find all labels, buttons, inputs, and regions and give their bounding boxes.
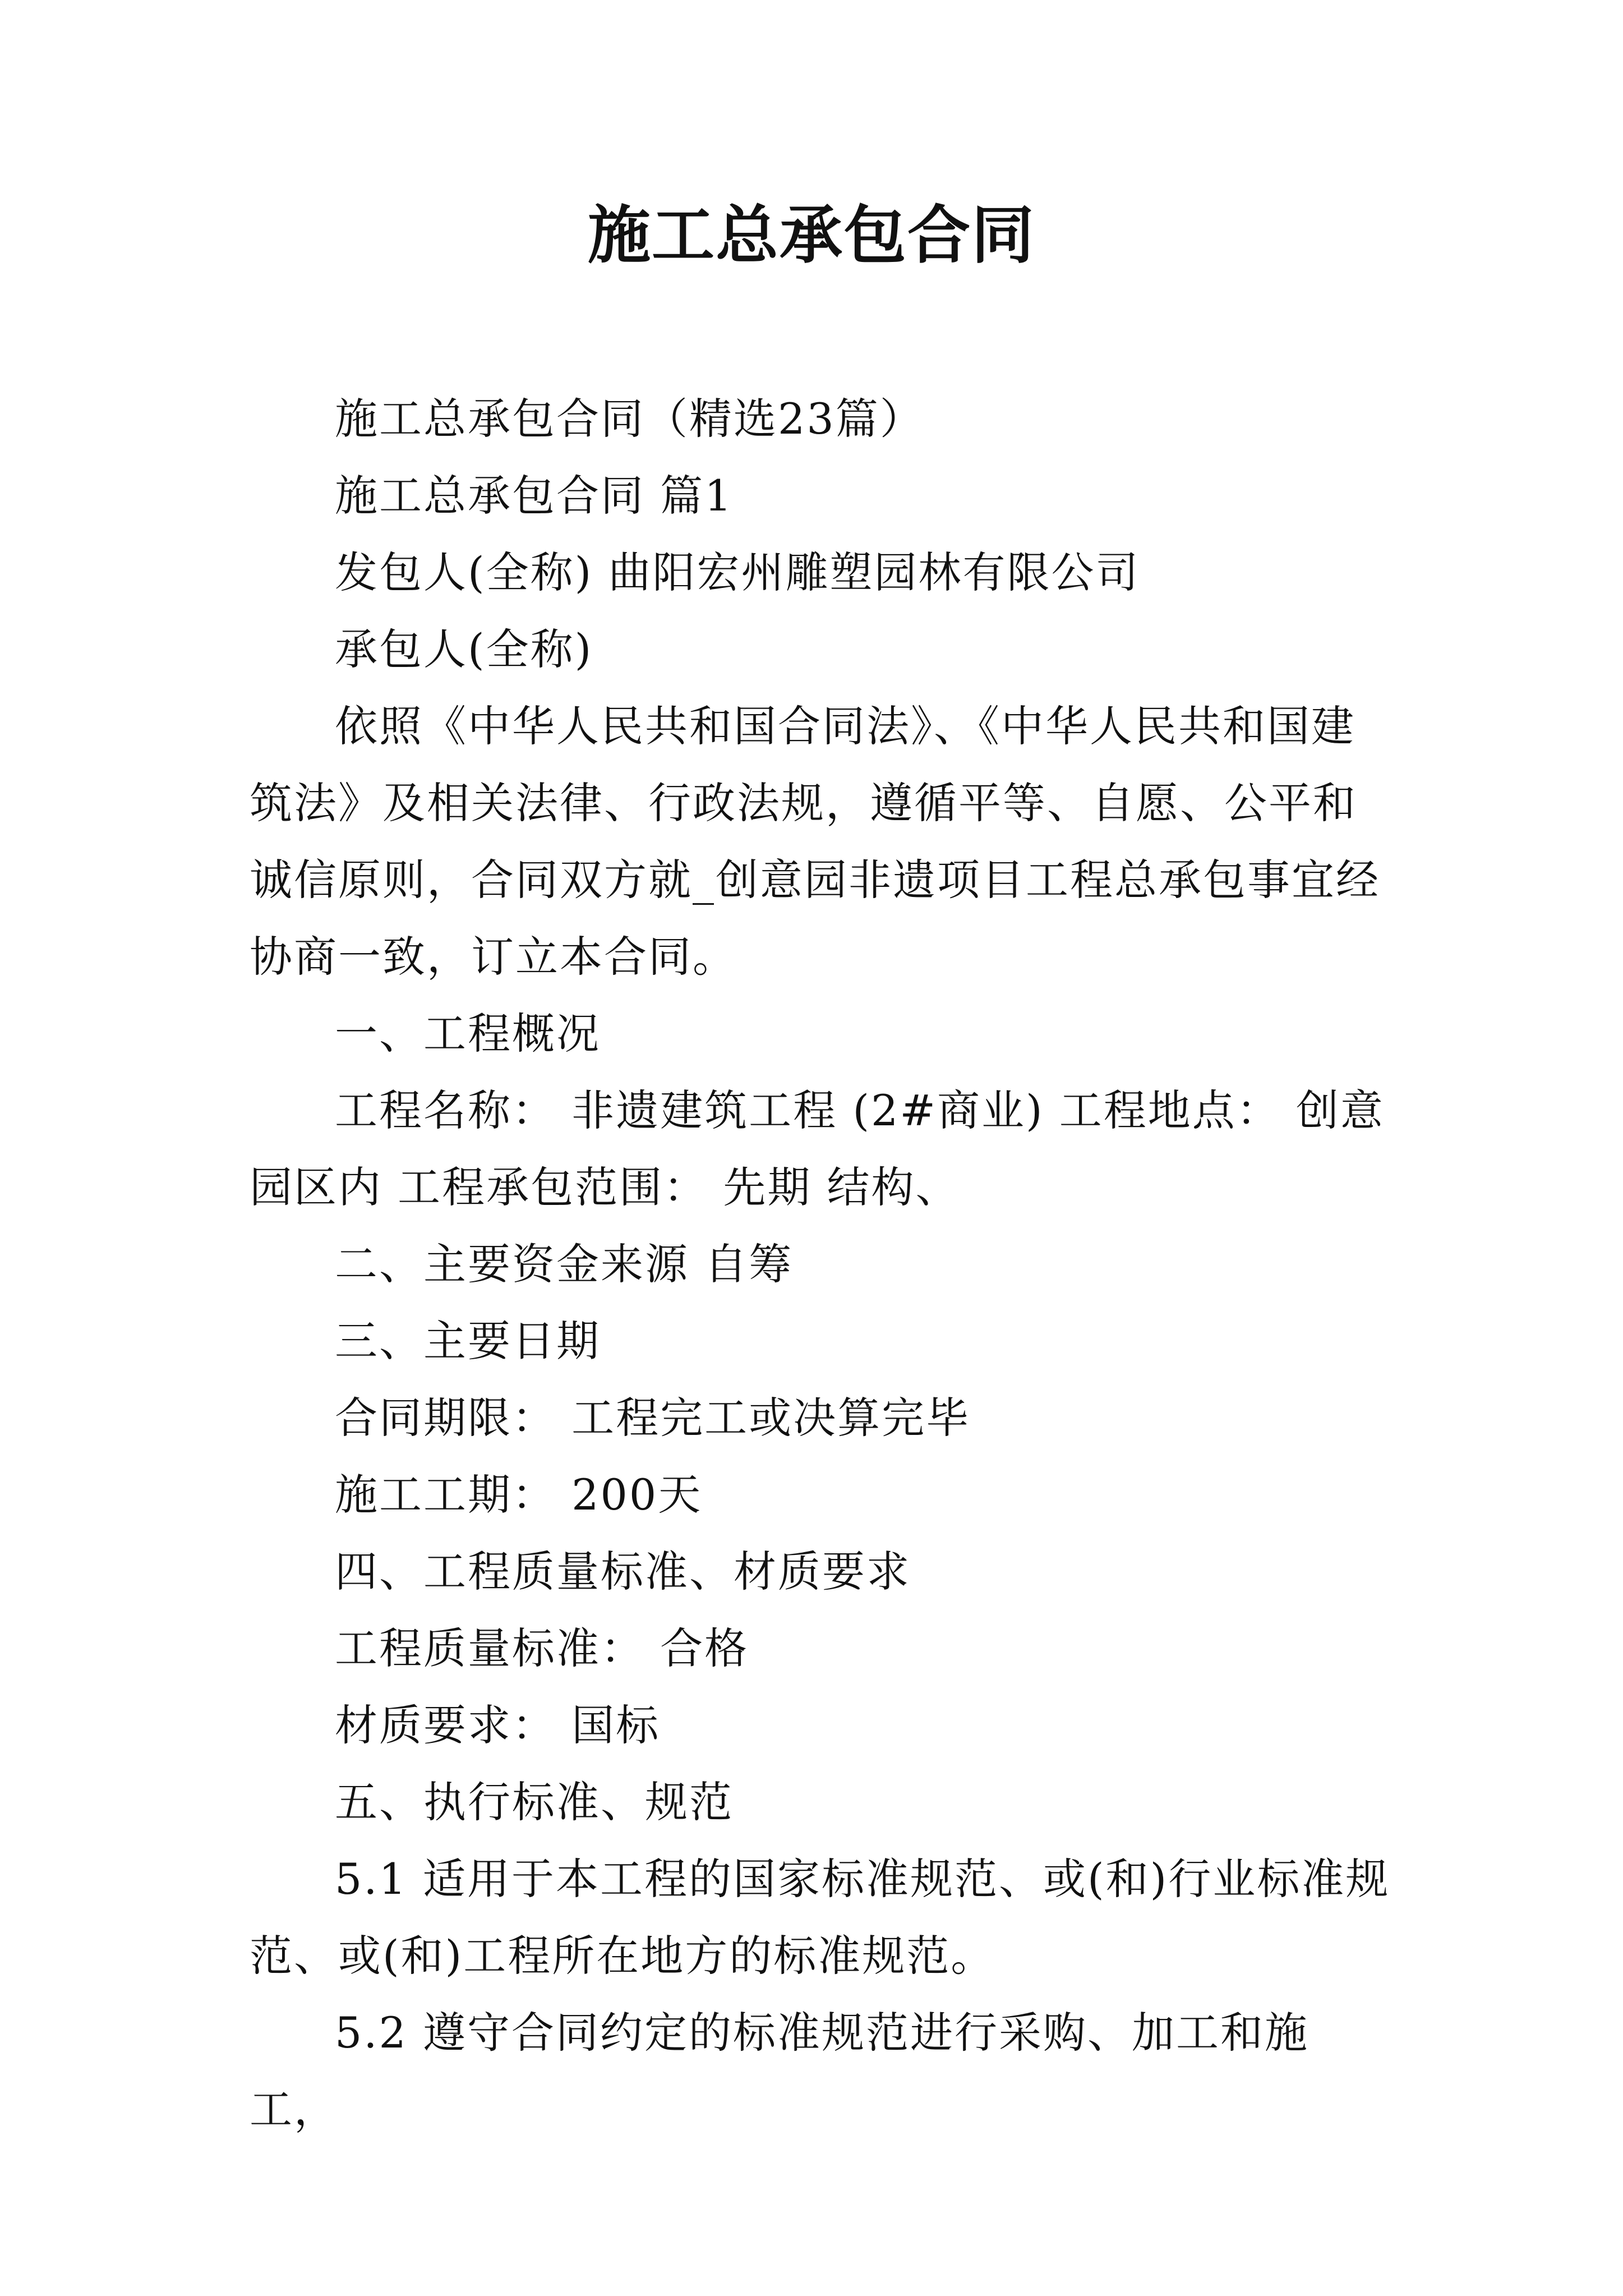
document-title: 施工总承包合同 bbox=[588, 199, 1035, 272]
section-heading: 四、工程质量标准、材质要求 bbox=[335, 1547, 911, 1596]
paragraph: 承包人(全称) bbox=[335, 624, 593, 674]
paragraph: 合同期限： 工程完工或决算完毕 bbox=[335, 1393, 971, 1443]
document-body bbox=[250, 380, 1391, 2148]
paragraph: 工程名称： 非遗建筑工程 (2#商业) 工程地点： 创意园区内 工程承包范围： 先期 结构、 bbox=[250, 1085, 1385, 1212]
paragraph: 依照《中华人民共和国合同法》、《中华人民共和国建筑法》及相关法律、行政法规，遵循平等、自愿、公平和诚信原则，合同双方就_创意园非遗项目工程总承包事宜经协商一致，订立本合同。 bbox=[250, 701, 1380, 982]
paragraph: 施工工期： 200天 bbox=[335, 1470, 703, 1520]
paragraph: 5.1 适用于本工程的国家标准规范、或(和)行业标准规范、或(和)工程所在地方的标准规范。 bbox=[250, 1854, 1390, 1981]
section-heading: 二、主要资金来源 自筹 bbox=[335, 1239, 794, 1289]
section-heading: 五、执行标准、规范 bbox=[335, 1777, 734, 1827]
section-heading: 三、主要日期 bbox=[335, 1316, 601, 1366]
paragraph: 施工总承包合同（精选23篇） bbox=[335, 394, 924, 444]
paragraph: 工程质量标准： 合格 bbox=[335, 1623, 749, 1673]
paragraph: 发包人(全称) 曲阳宏州雕塑园林有限公司 bbox=[335, 547, 1140, 597]
section-heading: 一、工程概况 bbox=[335, 1009, 601, 1059]
paragraph: 5.2 遵守合同约定的标准规范进行采购、加工和施工， bbox=[250, 2008, 1310, 2134]
paragraph: 材质要求： 国标 bbox=[335, 1700, 661, 1750]
paragraph: 施工总承包合同 篇1 bbox=[335, 471, 734, 521]
